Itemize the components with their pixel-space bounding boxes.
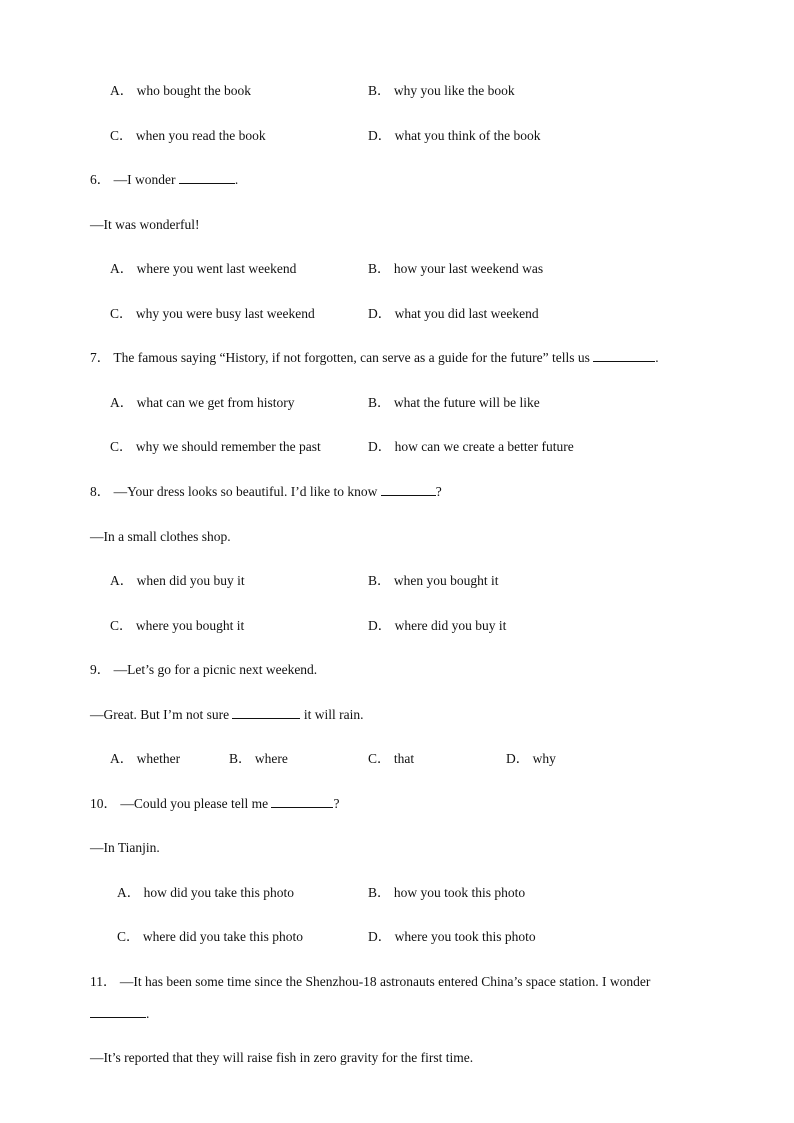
q11-stem: 11． —It has been some time since the Shenzhou-18 astronauts entered China’s space station. I wonder xyxy=(90,974,651,989)
q8-stem-line xyxy=(90,483,442,501)
q6-option-d: D． what you did last weekend xyxy=(368,306,539,321)
q6-option-c: C． why you were busy last weekend xyxy=(110,306,315,321)
q7-stem-end: . xyxy=(655,350,659,365)
q6-option-b: B． how your last weekend was xyxy=(368,261,544,276)
q5-option-a: A． who bought the book xyxy=(110,83,251,98)
q11-reply: —It’s reported that they will raise fish in zero gravity for the first time. xyxy=(90,1050,474,1065)
q8-stem: 8． —Your dress looks so beautiful. I’d like to know xyxy=(90,484,378,499)
q10-option-c: C． where did you take this photo xyxy=(117,929,303,944)
q10-reply: —In Tianjin. xyxy=(90,840,160,855)
q8-option-c: C． where you bought it xyxy=(110,618,245,633)
q8-answer-blank xyxy=(381,483,436,496)
q10-option-d: D． where you took this photo xyxy=(368,929,536,944)
q7-option-b: B． what the future will be like xyxy=(368,395,540,410)
q10-answer-blank xyxy=(271,795,333,808)
q11-stem-end: . xyxy=(146,1006,150,1021)
q10-option-a: A． how did you take this photo xyxy=(117,885,294,900)
q7-stem: 7． The famous saying “History, if not forgotten, can serve as a guide for the future” tells us xyxy=(90,350,590,365)
q7-option-d: D． how can we create a better future xyxy=(368,439,574,454)
q6-answer-blank xyxy=(179,171,235,184)
q9-option-a: A． whether xyxy=(110,751,181,766)
q10-stem: 10． —Could you please tell me xyxy=(90,796,269,811)
q11-answer-blank xyxy=(90,1005,146,1018)
q9-option-d: D． why xyxy=(506,751,556,766)
q9-option-b: B． where xyxy=(229,751,288,766)
q9-reply-line xyxy=(90,706,363,724)
q9-reply-end: it will rain. xyxy=(303,707,364,722)
q5-option-c: C． when you read the book xyxy=(110,128,266,143)
q10-stem-end: ? xyxy=(333,796,340,811)
q5-option-d: D． what you think of the book xyxy=(368,128,541,143)
q7-answer-blank xyxy=(593,349,655,362)
q9-stem: 9． —Let’s go for a picnic next weekend. xyxy=(90,662,318,677)
q9-option-c: C． that xyxy=(368,751,415,766)
q8-option-a: A． when did you buy it xyxy=(110,573,245,588)
q11-blank-line xyxy=(90,1005,149,1023)
q8-stem-end: ? xyxy=(435,484,442,499)
q6-stem: 6． —I wonder xyxy=(90,172,176,187)
q6-option-a: A． where you went last weekend xyxy=(110,261,297,276)
q9-answer-blank xyxy=(232,706,300,719)
q5-option-b: B． why you like the book xyxy=(368,83,515,98)
q7-option-a: A． what can we get from history xyxy=(110,395,295,410)
q8-reply: —In a small clothes shop. xyxy=(90,529,231,544)
q8-option-d: D． where did you buy it xyxy=(368,618,507,633)
q8-option-b: B． when you bought it xyxy=(368,573,499,588)
q7-stem-line xyxy=(90,349,659,367)
q6-reply: —It was wonderful! xyxy=(90,217,200,232)
q9-reply-start: —Great. But I’m not sure xyxy=(90,707,230,722)
q6-stem-end: . xyxy=(234,172,239,187)
q6-stem-line xyxy=(90,171,238,189)
q10-option-b: B． how you took this photo xyxy=(368,885,526,900)
q7-option-c: C． why we should remember the past xyxy=(110,439,321,454)
q10-stem-line xyxy=(90,795,339,813)
